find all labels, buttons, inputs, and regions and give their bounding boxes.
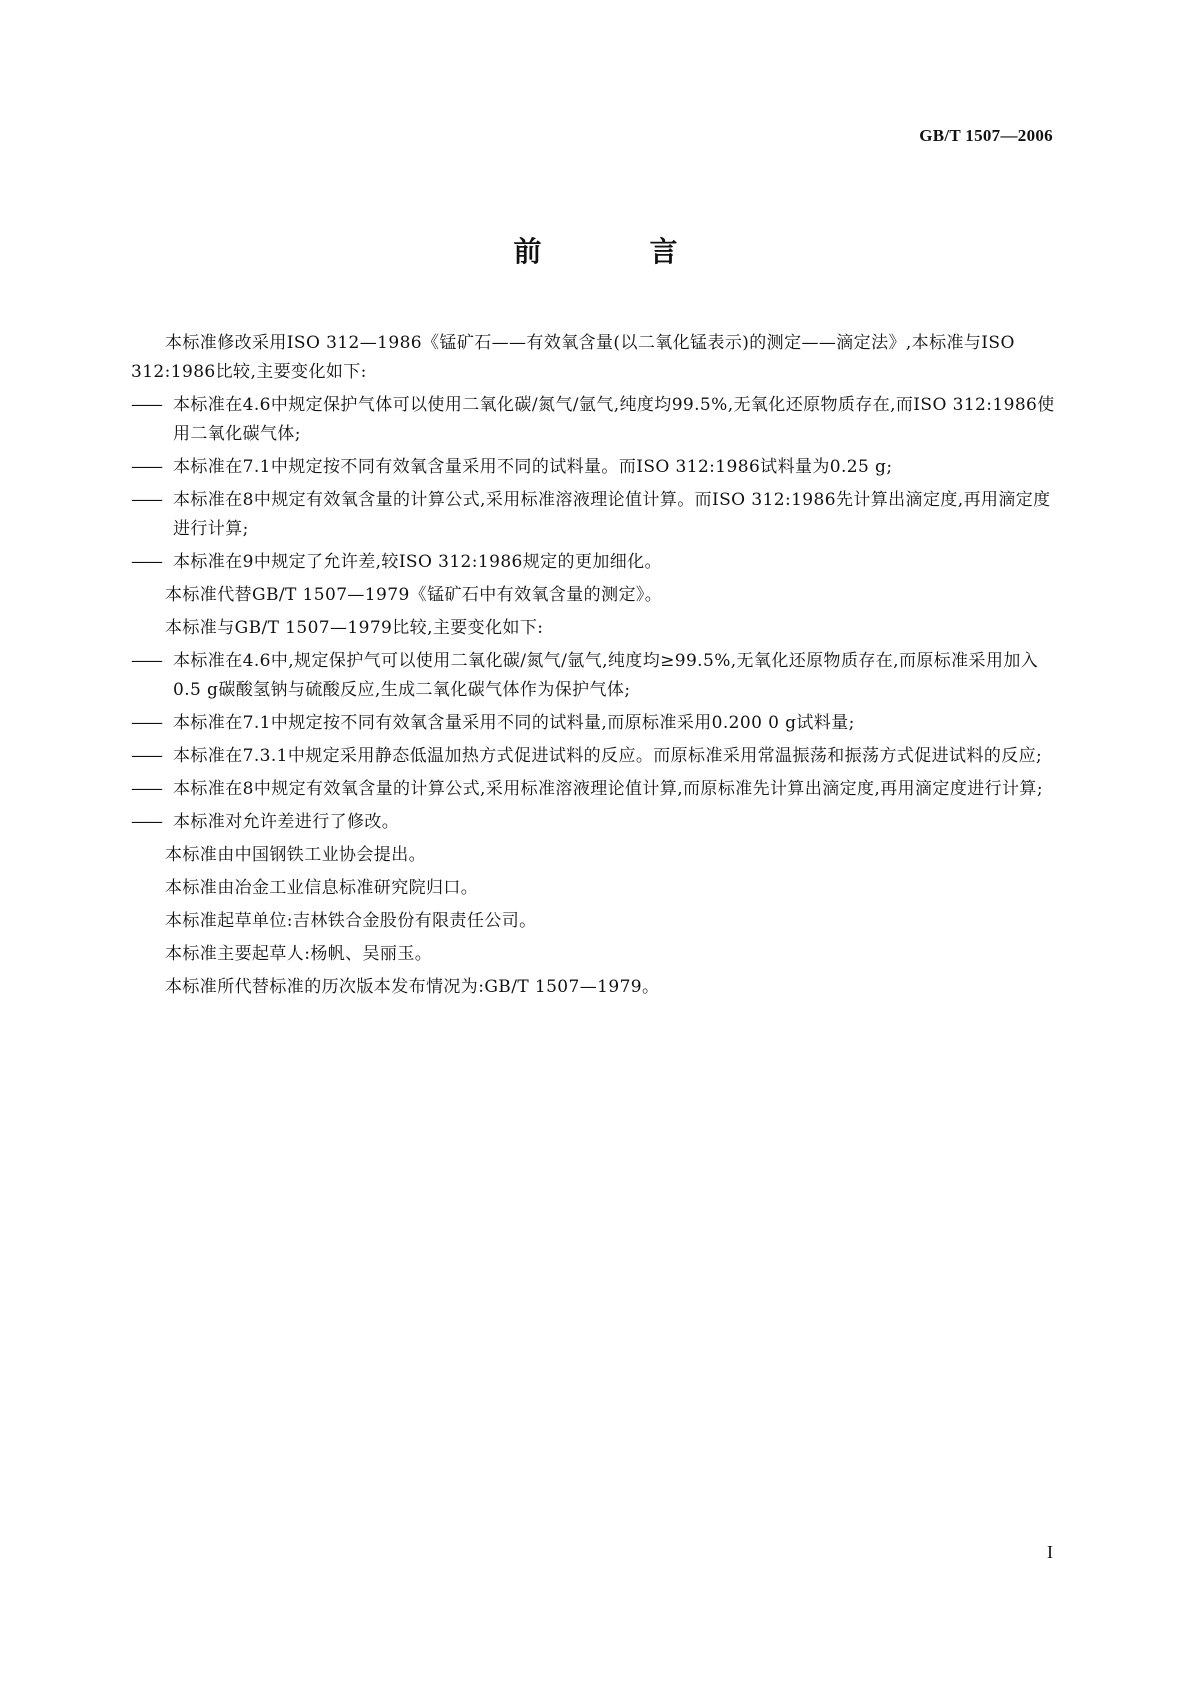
replaces-paragraph: 本标准代替GB/T 1507—1979《锰矿石中有效氧含量的测定》。 xyxy=(165,585,663,605)
page-title: 前 言 xyxy=(513,235,718,268)
standard-number: GB/T 1507—2006 xyxy=(919,126,1053,145)
list-item: —— 本标准在7.1中规定按不同有效氧含量采用不同的试料量,而原标准采用0.200 0 g试料量; xyxy=(173,709,1059,738)
page-number: I xyxy=(1047,1542,1053,1562)
list-item: —— 本标准对允许差进行了修改。 xyxy=(173,808,1059,837)
centralizer-paragraph: 本标准由冶金工业信息标准研究院归口。 xyxy=(165,878,479,898)
drafting-unit-paragraph: 本标准起草单位:吉林铁合金股份有限责任公司。 xyxy=(165,911,537,931)
dash-marker: —— xyxy=(131,713,161,733)
list-item: —— 本标准在4.6中规定保护气体可以使用二氧化碳/氮气/氩气,纯度均99.5%,无氧化还原物质存在,而ISO 312:1986使用二氧化碳气体; xyxy=(173,391,1059,449)
dash-marker: —— xyxy=(131,457,161,477)
dash-marker: —— xyxy=(131,779,161,799)
dash-marker: —— xyxy=(131,746,161,766)
dash-marker: —— xyxy=(131,812,161,832)
list-item: —— 本标准在7.3.1中规定采用静态低温加热方式促进试料的反应。而原标准采用常温振荡和振荡方式促进试料的反应; xyxy=(173,742,1059,771)
list-item: —— 本标准在4.6中,规定保护气可以使用二氧化碳/氮气/氩气,纯度均≥99.5%,无氧化还原物质存在,而原标准采用加入0.5 g碳酸氢钠与硫酸反应,生成二氧化碳气体作为保护气体; xyxy=(173,647,1059,705)
list-item: —— 本标准在8中规定有效氧含量的计算公式,采用标准溶液理论值计算。而ISO 312:1986先计算出滴定度,再用滴定度进行计算; xyxy=(173,486,1059,544)
intro-paragraph: 本标准修改采用ISO 312—1986《锰矿石——有效氧含量(以二氧化锰表示)的测定——滴定法》,本标准与ISO 312:1986比较,主要变化如下: xyxy=(131,333,1015,382)
proposer-paragraph: 本标准由中国钢铁工业协会提出。 xyxy=(165,845,426,865)
list-item: —— 本标准在7.1中规定按不同有效氧含量采用不同的试料量。而ISO 312:1986试料量为0.25 g; xyxy=(173,453,1059,482)
history-paragraph: 本标准所代替标准的历次版本发布情况为:GB/T 1507—1979。 xyxy=(165,977,660,997)
dash-marker: —— xyxy=(131,552,161,572)
foreword-body xyxy=(131,329,1059,1006)
gb-compare-paragraph: 本标准与GB/T 1507—1979比较,主要变化如下: xyxy=(165,618,544,638)
dash-marker: —— xyxy=(131,651,161,671)
list-item: —— 本标准在9中规定了允许差,较ISO 312:1986规定的更加细化。 xyxy=(173,548,1059,577)
list-item: —— 本标准在8中规定有效氧含量的计算公式,采用标准溶液理论值计算,而原标准先计算出滴定度,再用滴定度进行计算; xyxy=(173,775,1059,804)
dash-marker: —— xyxy=(131,395,161,415)
drafters-paragraph: 本标准主要起草人:杨帆、吴丽玉。 xyxy=(165,944,433,964)
dash-marker: —— xyxy=(131,490,161,510)
